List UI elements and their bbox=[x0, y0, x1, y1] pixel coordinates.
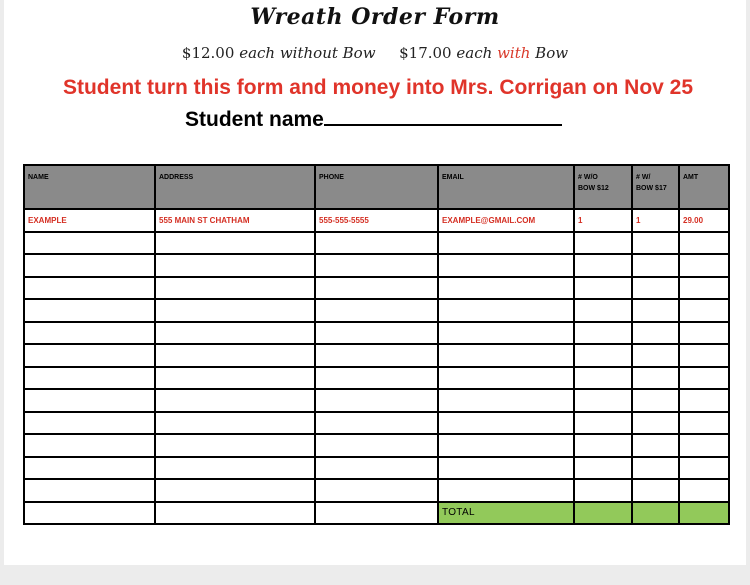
cell[interactable] bbox=[679, 277, 729, 300]
cell[interactable] bbox=[155, 479, 315, 502]
total-with-bow[interactable] bbox=[632, 502, 679, 525]
student-name-blank[interactable] bbox=[324, 106, 562, 126]
header-phone: PHONE bbox=[315, 165, 438, 209]
cell[interactable] bbox=[315, 412, 438, 435]
header-name: NAME bbox=[24, 165, 155, 209]
example-email: EXAMPLE@GMAIL.COM bbox=[438, 209, 574, 232]
cell[interactable] bbox=[574, 344, 632, 367]
cell[interactable] bbox=[315, 254, 438, 277]
total-row bbox=[24, 502, 729, 525]
cell[interactable] bbox=[438, 232, 574, 255]
cell[interactable] bbox=[679, 389, 729, 412]
cell[interactable] bbox=[315, 457, 438, 480]
cell[interactable] bbox=[574, 299, 632, 322]
table-row bbox=[24, 367, 729, 390]
cell[interactable] bbox=[438, 412, 574, 435]
cell[interactable] bbox=[155, 299, 315, 322]
cell[interactable] bbox=[155, 322, 315, 345]
cell[interactable] bbox=[438, 344, 574, 367]
cell[interactable] bbox=[24, 322, 155, 345]
table-row bbox=[24, 479, 729, 502]
cell[interactable] bbox=[24, 344, 155, 367]
cell[interactable] bbox=[679, 457, 729, 480]
student-name-line bbox=[185, 106, 562, 132]
instruction-text: Student turn this form and money into Mrs. Corrigan on Nov 25 bbox=[62, 76, 694, 99]
cell[interactable] bbox=[155, 277, 315, 300]
cell[interactable] bbox=[155, 367, 315, 390]
cell[interactable] bbox=[24, 277, 155, 300]
cell[interactable] bbox=[315, 434, 438, 457]
cell[interactable] bbox=[155, 434, 315, 457]
price-without-amount: $12.00 bbox=[181, 44, 235, 62]
cell[interactable] bbox=[632, 254, 679, 277]
cell[interactable] bbox=[679, 344, 729, 367]
cell[interactable] bbox=[679, 254, 729, 277]
cell[interactable] bbox=[24, 367, 155, 390]
cell[interactable] bbox=[438, 457, 574, 480]
cell[interactable] bbox=[155, 232, 315, 255]
cell[interactable] bbox=[574, 434, 632, 457]
cell[interactable] bbox=[24, 254, 155, 277]
table-row bbox=[24, 434, 729, 457]
price-without-text: each without Bow bbox=[239, 44, 376, 62]
cell[interactable] bbox=[438, 389, 574, 412]
table-row bbox=[24, 389, 729, 412]
cell[interactable] bbox=[632, 277, 679, 300]
cell[interactable] bbox=[632, 322, 679, 345]
cell[interactable] bbox=[24, 389, 155, 412]
cell[interactable] bbox=[574, 232, 632, 255]
cell[interactable] bbox=[679, 322, 729, 345]
cell[interactable] bbox=[438, 322, 574, 345]
header-without-bow: # W/O BOW $12 bbox=[574, 165, 632, 209]
cell[interactable] bbox=[574, 389, 632, 412]
student-name-label: Student name bbox=[185, 108, 324, 131]
table-row bbox=[24, 412, 729, 435]
cell[interactable] bbox=[679, 232, 729, 255]
price-with-each: each bbox=[456, 44, 493, 62]
cell[interactable] bbox=[24, 412, 155, 435]
cell[interactable] bbox=[632, 457, 679, 480]
table-row bbox=[24, 232, 729, 255]
form-title: Wreath Order Form bbox=[250, 4, 500, 30]
price-with-word: with bbox=[497, 44, 531, 62]
example-amount: 29.00 bbox=[679, 209, 729, 232]
example-address: 555 MAIN ST CHATHAM bbox=[155, 209, 315, 232]
cell[interactable] bbox=[315, 344, 438, 367]
cell[interactable] bbox=[632, 389, 679, 412]
header-amount: AMT bbox=[679, 165, 729, 209]
cell[interactable] bbox=[24, 502, 155, 525]
table-row bbox=[24, 277, 729, 300]
cell[interactable] bbox=[315, 232, 438, 255]
order-table bbox=[23, 164, 730, 525]
cell[interactable] bbox=[24, 479, 155, 502]
cell[interactable] bbox=[155, 344, 315, 367]
table-row bbox=[24, 322, 729, 345]
cell[interactable] bbox=[574, 254, 632, 277]
example-with-bow: 1 bbox=[632, 209, 679, 232]
cell[interactable] bbox=[679, 434, 729, 457]
cell[interactable] bbox=[438, 479, 574, 502]
cell[interactable] bbox=[24, 457, 155, 480]
cell[interactable] bbox=[155, 254, 315, 277]
cell[interactable] bbox=[315, 389, 438, 412]
cell[interactable] bbox=[632, 344, 679, 367]
table-row bbox=[24, 254, 729, 277]
cell[interactable] bbox=[438, 277, 574, 300]
cell[interactable] bbox=[155, 412, 315, 435]
cell[interactable] bbox=[438, 434, 574, 457]
cell[interactable] bbox=[679, 412, 729, 435]
cell[interactable] bbox=[574, 322, 632, 345]
cell[interactable] bbox=[679, 299, 729, 322]
example-row bbox=[24, 209, 729, 232]
header-row bbox=[24, 165, 729, 209]
table-row bbox=[24, 457, 729, 480]
cell[interactable] bbox=[315, 502, 438, 525]
example-without-bow: 1 bbox=[574, 209, 632, 232]
cell[interactable] bbox=[24, 232, 155, 255]
cell[interactable] bbox=[438, 254, 574, 277]
cell[interactable] bbox=[315, 299, 438, 322]
cell[interactable] bbox=[632, 299, 679, 322]
cell[interactable] bbox=[155, 502, 315, 525]
header-with-bow: # W/ BOW $17 bbox=[632, 165, 679, 209]
total-label: TOTAL bbox=[438, 502, 574, 525]
price-with-bow: Bow bbox=[535, 44, 569, 62]
cell[interactable] bbox=[24, 434, 155, 457]
header-address: ADDRESS bbox=[155, 165, 315, 209]
cell[interactable] bbox=[632, 434, 679, 457]
cell[interactable] bbox=[155, 457, 315, 480]
cell[interactable] bbox=[679, 479, 729, 502]
example-name: EXAMPLE bbox=[24, 209, 155, 232]
table-row bbox=[24, 344, 729, 367]
cell[interactable] bbox=[574, 457, 632, 480]
header-email: EMAIL bbox=[438, 165, 574, 209]
cell[interactable] bbox=[315, 479, 438, 502]
cell[interactable] bbox=[632, 232, 679, 255]
cell[interactable] bbox=[574, 277, 632, 300]
price-with-amount: $17.00 bbox=[399, 44, 452, 62]
cell[interactable] bbox=[632, 479, 679, 502]
cell[interactable] bbox=[24, 299, 155, 322]
cell[interactable] bbox=[632, 412, 679, 435]
cell[interactable] bbox=[315, 367, 438, 390]
cell[interactable] bbox=[574, 367, 632, 390]
cell[interactable] bbox=[438, 367, 574, 390]
cell[interactable] bbox=[574, 412, 632, 435]
cell[interactable] bbox=[315, 322, 438, 345]
cell[interactable] bbox=[574, 479, 632, 502]
cell[interactable] bbox=[315, 277, 438, 300]
cell[interactable] bbox=[438, 299, 574, 322]
table-row bbox=[24, 299, 729, 322]
cell[interactable] bbox=[632, 367, 679, 390]
example-phone: 555-555-5555 bbox=[315, 209, 438, 232]
total-amount[interactable] bbox=[679, 502, 729, 525]
cell[interactable] bbox=[679, 367, 729, 390]
cell[interactable] bbox=[155, 389, 315, 412]
price-line bbox=[0, 44, 750, 62]
total-without-bow[interactable] bbox=[574, 502, 632, 525]
